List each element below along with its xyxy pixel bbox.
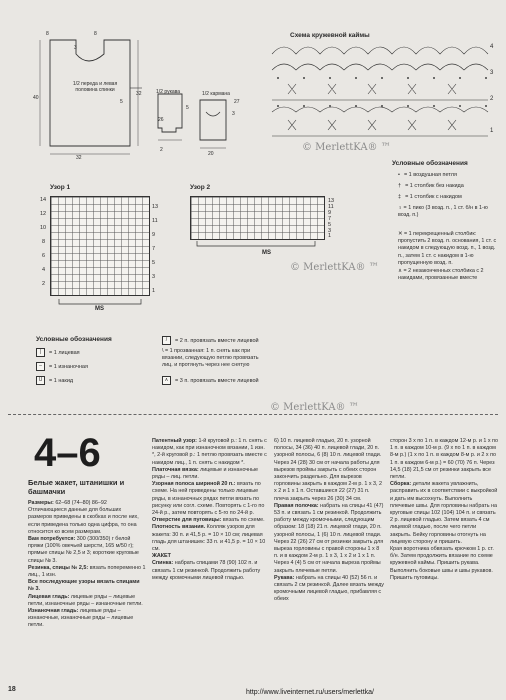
row-number: 7 — [328, 216, 332, 222]
ms-bracket — [196, 240, 316, 248]
paragraph: Правая полочка: набрать на спицы 41 (47) 53 п. и связать 1 см резинкой. Продолжить работу между кромочными, следующим образом: 18 (18) 21 п. лицевой глади, 20 п. узорной полосы, 1 (6) 10 п. лицевой глади. Через 22 (26) 27 см от резинки закрыть для выреза горловины с правой стороны 1 х 8 п. и в каждом 2-м р. 1 х 3, 1 х 2 и 1 х 1 п. Через 4 (4) 5 см от начала выреза проймы закрыть плечевые петли. — [274, 502, 384, 574]
paragraph: Изнаночная гладь: лицевые ряды – изнаночные, изнаночные ряды – лицевые петли. — [28, 608, 134, 629]
section-divider — [8, 414, 498, 415]
legend-item: ∧ = 3 п. провязать вместе лицевой — [162, 376, 259, 385]
paragraph: Края воротника обвязать крючком 1 р. ст. б/н. Затем продолжить вязание по схеме кружевной каймы. Пришить рукава. Выполнить боковые швы и швы рукавов. Пришить пуговицы. — [390, 546, 494, 581]
dim-label: 8 — [46, 31, 49, 37]
row-number: 9 — [152, 232, 156, 238]
article-heading: Белые жакет, штанишки и башмачки — [28, 478, 125, 496]
paragraph: Плотность вязания. Колляж узоров для жакета: 30 п. и 41,5 р. = 10 × 10 см; лицевая гладь для штанишек: 33 п. и 41,5 р. = 10 × 10 см. — [152, 524, 266, 553]
row-number: 11 — [152, 218, 158, 224]
dim-label: 27 — [234, 99, 240, 105]
dim-label: 32 — [136, 91, 142, 97]
legend-item: – = 1 изнаночная — [36, 362, 88, 371]
double-crochet-icon: ‡ — [398, 194, 402, 200]
lace-border-title: Схема кружевной каймы — [290, 32, 370, 39]
paragraph: Все последующие узоры вязать спицами № 3. — [28, 579, 140, 593]
paragraph: Резинка, спицы № 2,5: вязать попеременно 1 лиц., 1 изн. — [28, 564, 146, 579]
paragraph: Рукава: набрать на спицы 40 (52) 56 п. и связать 2 см резинкой. Далее вязать между кромочными лицевой гладью, прибавляя с обеих — [274, 574, 384, 603]
paragraph: сторон 3 х по 1 п. в каждом 12-м р. и 1 х по 1 п. в каждом 10-м р. (9 х по 1 п. в каждом 8-м р.) (1 х по 1 п. в каждом 8-м р. и 2 х по 1 п. в каждом 6-м р.) = 60 (70) 76 п. Через 14,5 (18) 21,5 см от резинки закрыть все петли. — [390, 438, 498, 481]
legend-title-right: Условные обозначения — [392, 160, 468, 167]
article-number: 4–6 — [34, 431, 101, 475]
uzor1-ms-label: MS — [95, 306, 104, 312]
row-number: 3 — [152, 274, 156, 280]
paragraph: 6) 10 п. лицевой гладью, 20 п. узорной полосы, 34 (36) 40 п. лицевой глади, 20 п. узорной полосы, 6 (8) 10 п. лицевой глади. Через 24 (28) 30 см от начала работы для вырезов проймы закрыть с обеих сторон закончить раздельно. Для вырезов горловины закрыть в каждом 2-м р. 1 х 3, 2 х 2 и 1 х 1 п. Оставшиеся 22 (27) 31 п. плеча закрыть через 26 (30) 34 см. — [274, 438, 383, 502]
row-marker: 3 — [490, 70, 494, 76]
text-column-4 — [390, 438, 498, 682]
dim-label: 8 — [94, 31, 97, 37]
legend-item: ♀ = 1 пико (3 возд. п., 1 ст. б/н в 1-ю возд. п.) — [398, 205, 488, 219]
garment-schema-diagram — [30, 28, 250, 178]
picot-icon: ♀ — [398, 205, 404, 211]
watermark: © MerlettKA® ™ — [302, 142, 391, 153]
dim-label: 3 — [74, 45, 77, 51]
legend-item: U = 1 накид — [36, 376, 73, 385]
row-number: 2 — [42, 281, 46, 287]
row-number: 12 — [40, 211, 47, 217]
cluster-icon: ∧ — [398, 268, 404, 274]
footer-url-link[interactable]: http://www.liveinternet.ru/users/merlettka/ — [246, 689, 374, 696]
dim-label: 5 — [186, 105, 189, 111]
row-marker: 4 — [490, 44, 494, 50]
paragraph: Отличающиеся данные для больших размеров приведены в скобках и после них, если приведена только одна цифра, то она относится ко всем размерам. — [28, 507, 139, 535]
front-piece-label: 1/2 переда и левая половина спинки — [72, 81, 118, 93]
row-number: 10 — [40, 225, 47, 231]
legend-item: / = 2 п. провязать вместе лицевой — [162, 336, 259, 345]
dim-label: 26 — [158, 117, 164, 123]
row-number: 11 — [328, 204, 334, 210]
paragraph: Сборка: детали жакета увлажнить, расправить их в соответствии с выкройкой и дать им высохнуть. Выполнить плечевые швы. Для горловины набрать на круговые спицы 102 (104) 104 п. и связать 2 р. лицевой гладью. Затем вязать 4 см лицевой гладью, после чего петли закрыть. Бейку горловины отогнуть на лицевую сторону и пришить. — [390, 481, 498, 545]
text-column-2 — [152, 438, 268, 682]
chain-stitch-icon: • — [398, 172, 400, 178]
k2tog-icon: / — [162, 336, 171, 345]
uzor2-ms-label: MS — [262, 250, 271, 256]
uzor2-title: Узор 2 — [190, 184, 211, 191]
watermark: © MerlettKA® ™ — [290, 262, 379, 273]
legend-item: • = 1 воздушная петля — [398, 172, 457, 178]
crossed-stitch-icon: ✕ — [398, 231, 405, 237]
dim-label: 32 — [76, 155, 82, 161]
dim-label: 5 — [120, 99, 123, 105]
ssk-icon: \ — [162, 348, 165, 354]
lace-border-chart — [268, 40, 500, 150]
row-number: 9 — [328, 210, 332, 216]
legend-title-left: Условные обозначения — [36, 336, 112, 343]
row-number: 8 — [42, 239, 46, 245]
paragraph: Узорная полоса шириной 20 п.: вязать по схеме. На ней приведены только лицевые ряды, в изнаночных рядах петли вязать по рисунку или согл. схеме. Повторять с 1-го по 24-й р., затем повторять с 5-го по 24-й р. — [152, 481, 265, 517]
legend-item: | = 1 лицевая — [36, 348, 80, 357]
text-column-3 — [274, 438, 384, 682]
watermark: © MerlettKA® ™ — [270, 402, 359, 413]
row-number: 3 — [328, 228, 332, 234]
knit-stitch-icon: | — [36, 348, 45, 357]
dim-label: 20 — [208, 151, 214, 157]
paragraph: Патентный узор: 1-й круговой р.: 1 п. снять с накидом, как при изнаночном вязании, 1 изн. *, 2-й круговой р.: 1 петлю провязать вместе с накидом лиц., 1 п. снять с накидом *. — [152, 438, 267, 466]
ms-bracket — [58, 298, 142, 306]
pocket-label: 1/2 кармана — [202, 91, 230, 97]
row-number: 4 — [42, 267, 46, 273]
k3tog-icon: ∧ — [162, 376, 171, 385]
page-number: 18 — [8, 686, 16, 693]
sleeve-label: 1/2 рукава — [156, 89, 181, 95]
paragraph: Спинка: набрать спицами 78 (90) 102 п. и связать 1 см резинкой. Продолжить работу между кромочными лицевой гладью. — [152, 560, 261, 581]
paragraph: Платочная вязка: лицевые и изнаночные ряды – лиц. петли. — [152, 466, 259, 481]
row-number: 14 — [40, 197, 47, 203]
paragraph: Размеры: 62–68 (74–80) 86–92 — [28, 500, 107, 506]
dim-label: 2 — [160, 147, 163, 153]
row-marker: 2 — [490, 96, 494, 102]
legend-item: \ = 1 прозванная: 1 п. снять как при вязании, следующую петлю провязать лиц. и протянуть через нее снятую — [162, 348, 259, 369]
legend-item: ✕ = 1 перекрещенный столбик: пропустить 2 возд. п. основания, 1 ст. с накидом в следующую возд. п., 1 возд. п., затем 1 ст. с накидом в 1-ю пропущенную возд. п. — [398, 231, 497, 266]
paragraph: Вам потребуется: 300 (300/350) г белой пряжи (100% овечьей шерсти, 165 м/50 г); прямые спицы № 2,5 и 3; короткие круговые спицы № 3. — [28, 536, 139, 564]
legend-item: † = 1 столбик без накида — [398, 183, 464, 189]
paragraph: ЖАКЕТ — [152, 553, 171, 560]
text-column-1 — [28, 500, 146, 678]
row-number: 13 — [152, 204, 159, 210]
uzor1-chart — [50, 196, 150, 296]
row-number: 1 — [152, 288, 156, 294]
paragraph: Лицевая гладь: лицевые ряды – лицевые петли, изнаночные ряды – изнаночные петли. — [28, 593, 143, 607]
row-marker: 1 — [490, 128, 494, 134]
paragraph: Отверстие для пуговицы: вязать по схеме. — [152, 517, 265, 524]
single-crochet-icon: † — [398, 183, 402, 189]
legend-item: ∧ = 2 незаконченных столбика с 2 накидами, провязанные вместе — [398, 268, 484, 282]
yarn-over-icon: U — [36, 376, 45, 385]
row-number: 5 — [152, 260, 156, 266]
row-number: 13 — [328, 198, 335, 204]
row-number: 1 — [328, 233, 332, 239]
legend-item: ‡ = 1 столбик с накидом — [398, 194, 462, 200]
purl-stitch-icon: – — [36, 362, 45, 371]
uzor1-title: Узор 1 — [50, 184, 71, 191]
row-number: 7 — [152, 246, 156, 252]
row-number: 6 — [42, 253, 46, 259]
dim-label: 40 — [33, 95, 39, 101]
row-number: 5 — [328, 222, 332, 228]
dim-label: 3 — [232, 111, 235, 117]
uzor2-chart — [190, 196, 325, 240]
